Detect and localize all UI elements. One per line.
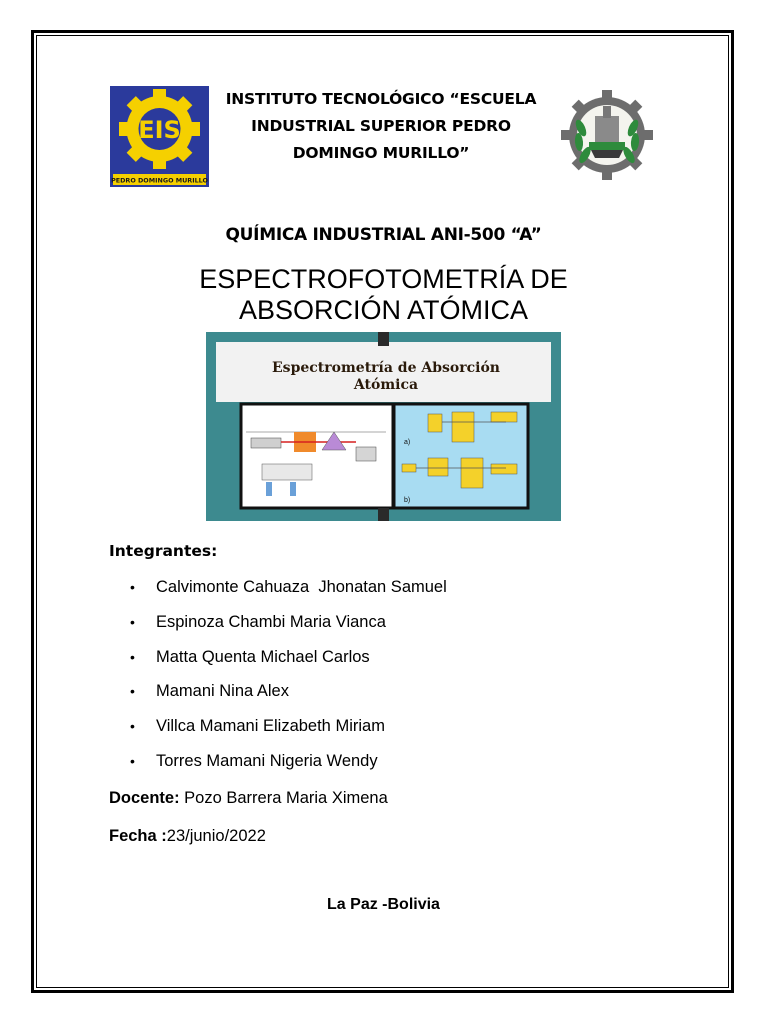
bullet: •: [130, 683, 135, 700]
institute-line: INDUSTRIAL SUPERIOR PEDRO: [251, 117, 511, 135]
document-title: [100, 264, 667, 326]
date-label: Fecha :: [109, 827, 167, 845]
teacher-label: Docente:: [109, 789, 180, 807]
title-line: ABSORCIÓN ATÓMICA: [238, 295, 529, 325]
institute-line: INSTITUTO TECNOLÓGICO “ESCUELA: [225, 90, 537, 108]
teacher-name: Pozo Barrera Maria Ximena: [179, 789, 388, 807]
institute-name: [210, 86, 552, 167]
member-name: Mamani Nina Alex: [156, 682, 289, 701]
list-item: [130, 680, 447, 715]
institute-line: DOMINGO MURILLO”: [292, 144, 470, 162]
list-item: [130, 646, 447, 681]
members-label: Integrantes:: [109, 542, 218, 560]
members-list: [130, 576, 447, 785]
list-item: [130, 750, 447, 785]
bullet: •: [130, 752, 135, 769]
member-name: Calvimonte Cahuaza Jhonatan Samuel: [156, 578, 447, 596]
location: La Paz -Bolivia: [327, 896, 440, 913]
course-subject: QUÍMICA INDUSTRIAL ANI-500 “A”: [225, 225, 542, 245]
illustration-heading-line: Atómica: [353, 377, 419, 393]
list-item: [130, 611, 447, 646]
teacher-row: [109, 789, 388, 808]
date-row: [109, 827, 266, 846]
illustration-heading-line: Espectrometría de Absorción: [272, 360, 500, 376]
spectrometry-illustration: [206, 332, 561, 521]
bullet: •: [130, 613, 135, 630]
panel-label: a): [404, 439, 411, 446]
list-item: [130, 576, 447, 611]
gear-logo-icon: [110, 86, 209, 187]
list-item: [130, 715, 447, 750]
title-line: ESPECTROFOTOMETRÍA DE: [199, 264, 568, 294]
member-name: Matta Quenta Michael Carlos: [156, 647, 370, 666]
bullet: •: [130, 579, 135, 595]
date-value: 23/junio/2022: [166, 827, 266, 845]
laurel-emblem-icon: [555, 88, 659, 182]
panel-label: b): [404, 497, 411, 504]
logo-letters: EIS: [138, 116, 181, 144]
logo-band-text: PEDRO DOMINGO MURILLO: [111, 176, 208, 185]
member-name: Espinoza Chambi Maria Vianca: [156, 612, 386, 631]
bullet: •: [130, 718, 135, 735]
bullet: •: [130, 648, 135, 665]
member-name: Villca Mamani Elizabeth Miriam: [156, 717, 385, 736]
member-name: Torres Mamani Nigeria Wendy: [156, 751, 378, 770]
